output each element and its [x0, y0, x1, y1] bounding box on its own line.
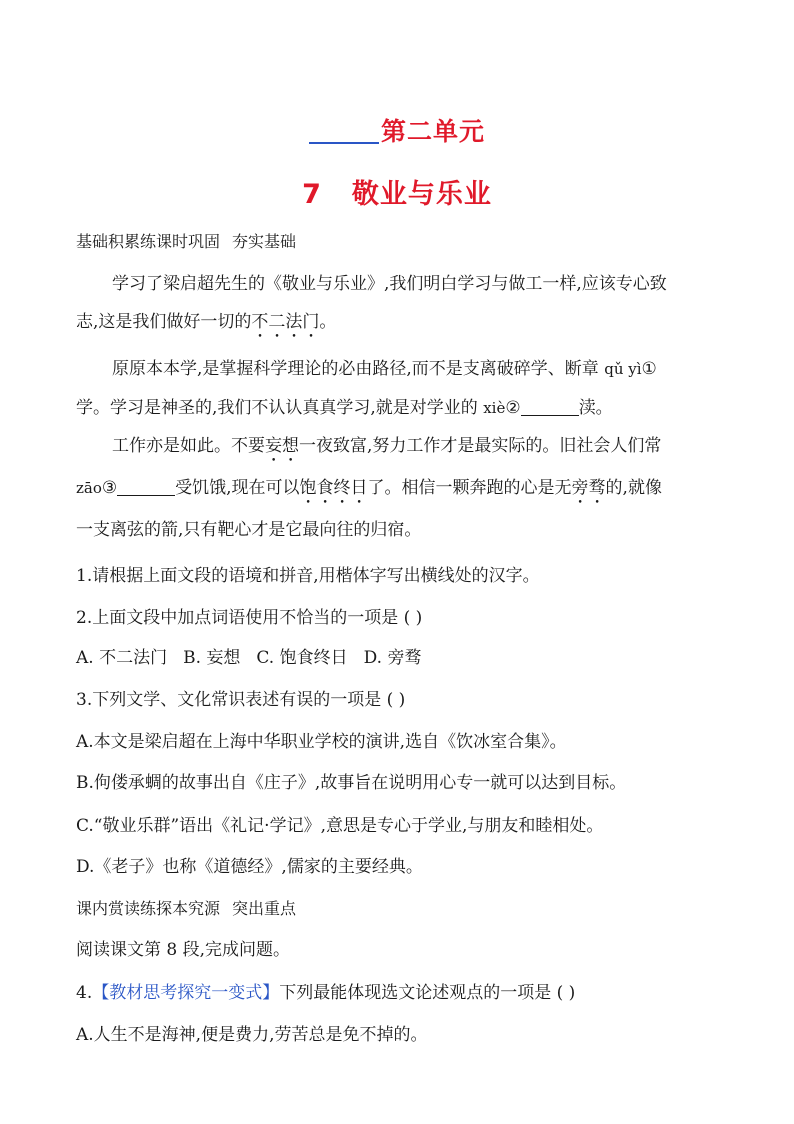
question-2: 2.上面文段中加点词语使用不恰当的一项是 ( ) — [76, 608, 423, 628]
passage-line-7: 一支离弦的箭,只有靶心才是它最向往的归宿。 — [76, 520, 422, 540]
option-d[interactable]: D. 旁骛 — [363, 648, 422, 668]
dotted-term-2: 妄想 — [265, 436, 299, 456]
dotted-term-1: 不二法门 — [251, 312, 320, 332]
question-2-options — [76, 646, 754, 670]
answer-blank-3[interactable] — [117, 477, 175, 496]
pinyin-1: qǔ yì — [604, 360, 642, 378]
option-b[interactable]: B. 妄想 — [183, 648, 241, 668]
question-4-option-a[interactable]: A.人生不是海神,便是费力,劳苦总是免不掉的。 — [76, 1025, 428, 1045]
passage-line-5: 工作亦是如此。不要妄想一夜致富,努力工作才是最实际的。旧社会人们常 — [112, 436, 662, 456]
question-3-option-d[interactable]: D.《老子》也称《道德经》,儒家的主要经典。 — [76, 857, 423, 877]
section-heading-main: 基础积累练课时巩固 — [76, 232, 221, 251]
unit-title-rule — [309, 142, 379, 144]
textbook-variant-tag: 【教材思考探究一变式】 — [92, 983, 280, 1003]
passage-line-4: 学。学习是神圣的,我们不认认真真学习,就是对学业的 xiè② 渎。 — [76, 398, 613, 418]
answer-blank-2[interactable] — [521, 397, 579, 416]
unit-title — [0, 112, 794, 148]
question-3: 3.下列文学、文化常识表述有误的一项是 ( ) — [76, 690, 406, 710]
unit-title-text: 第二单元 — [380, 117, 485, 146]
question-3-option-b[interactable]: B.佝偻承蜩的故事出自《庄子》,故事旨在说明用心专一就可以达到目标。 — [76, 773, 627, 793]
question-3-option-c[interactable]: C.“敬业乐群”语出《礼记·学记》,意思是专心于学业,与朋友和睦相处。 — [76, 816, 604, 836]
option-a[interactable]: A. 不二法门 — [76, 648, 168, 668]
passage-line-3: 原原本本学,是掌握科学理论的必由路径,而不是支离破碎学、断章 qǔ yì① — [112, 359, 657, 379]
dotted-term-3: 饱食终日 — [299, 478, 368, 498]
section-heading-basic — [76, 230, 754, 254]
section-heading-sub: 夯实基础 — [232, 232, 297, 251]
passage-line-2: 志,这是我们做好一切的不二法门。 — [76, 312, 337, 332]
section-heading-main: 课内赏读练探本究源 — [76, 899, 221, 918]
lesson-title-text: 敬业与乐业 — [351, 179, 492, 210]
section-heading-reading — [76, 897, 754, 921]
passage-line-1: 学习了梁启超先生的《敬业与乐业》,我们明白学习与做工一样,应该专心致 — [112, 274, 667, 294]
reading-instruction: 阅读课文第 8 段,完成问题。 — [76, 940, 291, 960]
lesson-title — [0, 172, 794, 211]
pinyin-3: zāo — [76, 479, 102, 497]
option-c[interactable]: C. 饱食终日 — [256, 648, 348, 668]
pinyin-2: xiè — [483, 399, 506, 417]
question-3-option-a[interactable]: A.本文是梁启超在上海中华职业学校的演讲,选自《饮冰室合集》。 — [76, 732, 567, 752]
question-1: 1.请根据上面文段的语境和拼音,用楷体字写出横线处的汉字。 — [76, 566, 540, 586]
lesson-number: 7 — [302, 179, 322, 210]
dotted-term-4: 旁骛 — [571, 478, 606, 498]
passage-line-6: zāo③ 受饥饿,现在可以饱食终日了。相信一颗奔跑的心是无旁骛的,就像 — [76, 478, 662, 498]
question-4: 4.【教材思考探究一变式】下列最能体现选文论述观点的一项是 ( ) — [76, 983, 576, 1003]
section-heading-sub: 突出重点 — [232, 899, 297, 918]
